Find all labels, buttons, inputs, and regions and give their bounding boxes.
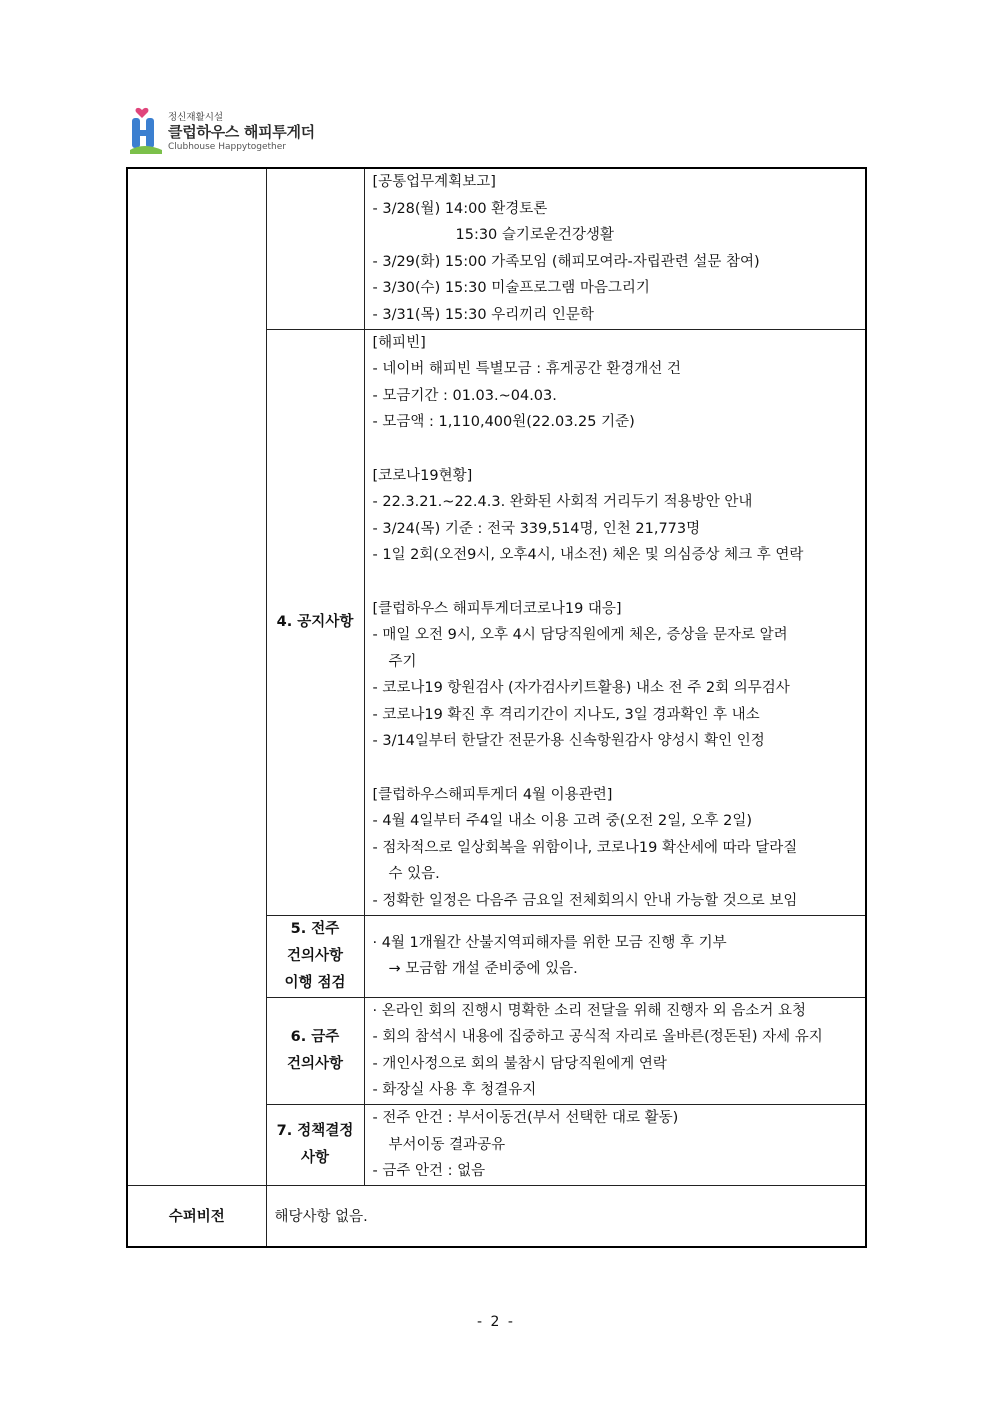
label-line: 7. 정책결정 [276,1122,354,1139]
work-plan-content [364,168,866,329]
org-name: 클럽하우스 해피투게더 [168,123,315,141]
text-line: - 점차적으로 일상회복을 위함이나, 코로나19 확산세에 따라 달라질 [372,839,798,856]
clubhouse-logo-icon [128,104,168,156]
text-line: - 3/31(목) 15:30 우리끼리 인문학 [372,306,594,323]
text-line: [해피빈] [372,334,426,351]
blank-line [373,569,860,596]
label-line: 5. 전주 [290,920,340,937]
policy-label [266,1105,364,1186]
text-line: - 3/24(목) 기준 : 전국 339,514명, 인천 21,773명 [372,520,701,537]
label-line: 건의사항 [286,1055,344,1072]
meeting-minutes-table [126,167,867,1248]
text-line: - 회의 참석시 내용에 집중하고 공식적 자리로 올바른(정돈된) 자세 유지 [372,1029,823,1046]
prev-suggestions-content [364,915,866,997]
prev-suggestions-label [266,915,364,997]
blank-line [373,755,860,782]
text-line: - 22.3.21.~22.4.3. 완화된 사회적 거리두기 적용방안 안내 [372,494,753,511]
this-suggestions-content [364,997,866,1104]
supervision-row [127,1185,866,1247]
page-number: - 2 - [477,1314,515,1330]
label-line: 건의사항 [286,947,344,964]
this-suggestions-label [266,997,364,1104]
text-line: - 모금기간 : 01.03.~04.03. [372,387,557,404]
supervision-text: 해당사항 없음. [266,1185,866,1247]
text-line: - 4월 4일부터 주4일 내소 이용 고려 중(오전 2일, 오후 2일) [372,813,753,830]
text-line: - 네이버 해피빈 특별모금 : 휴게공간 환경개선 건 [372,361,682,378]
text-line: 수 있음. [388,866,440,883]
text-line: 주기 [388,653,417,670]
text-line: - 3/30(수) 15:30 미술프로그램 마음그리기 [372,280,650,297]
text-line: [클럽하우스해피투게더 4월 이용관련] [372,786,613,803]
org-type: 정신재활시설 [168,112,224,123]
notice-content [364,329,866,915]
text-line: - 화장실 사용 후 청결유지 [372,1082,537,1099]
text-line: - 3/29(화) 15:00 가족모임 (해피모여라-자립관련 설문 참여) [372,253,760,270]
org-logo [128,104,328,156]
label-line: 사항 [300,1149,329,1166]
text-line: [공통업무계획보고] [372,174,496,190]
policy-content [364,1105,866,1186]
text-line: - 금주 안건 : 없음 [372,1163,486,1180]
text-line: - 모금액 : 1,110,400원(22.03.25 기준) [372,414,635,431]
text-line: · 온라인 회의 진행시 명확한 소리 전달을 위해 진행자 외 음소거 요청 [372,1002,806,1019]
work-plan-label-cell [266,168,364,329]
text-line: [코로나19현황] [372,467,473,484]
text-line: [클럽하우스 해피투게더코로나19 대응] [372,600,622,617]
text-line: - 전주 안건 : 부서이동건(부서 선택한 대로 활동) [372,1110,679,1126]
notice-label: 4. 공지사항 [266,329,364,915]
text-line: - 3/14일부터 한달간 전문가용 신속항원감사 양성시 확인 인정 [372,733,765,750]
blank-line [373,436,860,463]
section-label-cell [127,168,266,1185]
label-line: 6. 금주 [290,1028,340,1045]
label-line: 이행 점검 [284,974,346,991]
text-line: - 3/28(월) 14:00 환경토론 [372,200,548,217]
supervision-label: 수퍼비전 [127,1185,266,1247]
text-line: - 정확한 일정은 다음주 금요일 전체회의시 안내 가능할 것으로 보임 [372,893,798,910]
text-line: - 코로나19 확진 후 격리기간이 지나도, 3일 경과확인 후 내소 [372,706,760,723]
text-line: 부서이동 결과공유 [388,1136,506,1153]
text-line: - 1일 2회(오전9시, 오후4시, 내소전) 체온 및 의심증상 체크 후 연락 [372,547,804,564]
text-line: · 4월 1개월간 산불지역피해자를 위한 모금 진행 후 기부 [372,934,727,951]
work-plan-row [127,168,866,329]
text-line: - 매일 오전 9시, 오후 4시 담당직원에게 체온, 증상을 문자로 알려 [372,627,788,644]
text-line: → 모금함 개설 준비중에 있음. [388,961,578,978]
org-name-en: Clubhouse Happytogether [168,142,286,152]
text-line: - 개인사정으로 회의 불참시 담당직원에게 연락 [372,1055,667,1072]
text-line: - 코로나19 항원검사 (자가검사키트활용) 내소 전 주 2회 의무검사 [372,680,790,697]
text-line: 15:30 슬기로운건강생활 [455,227,614,244]
